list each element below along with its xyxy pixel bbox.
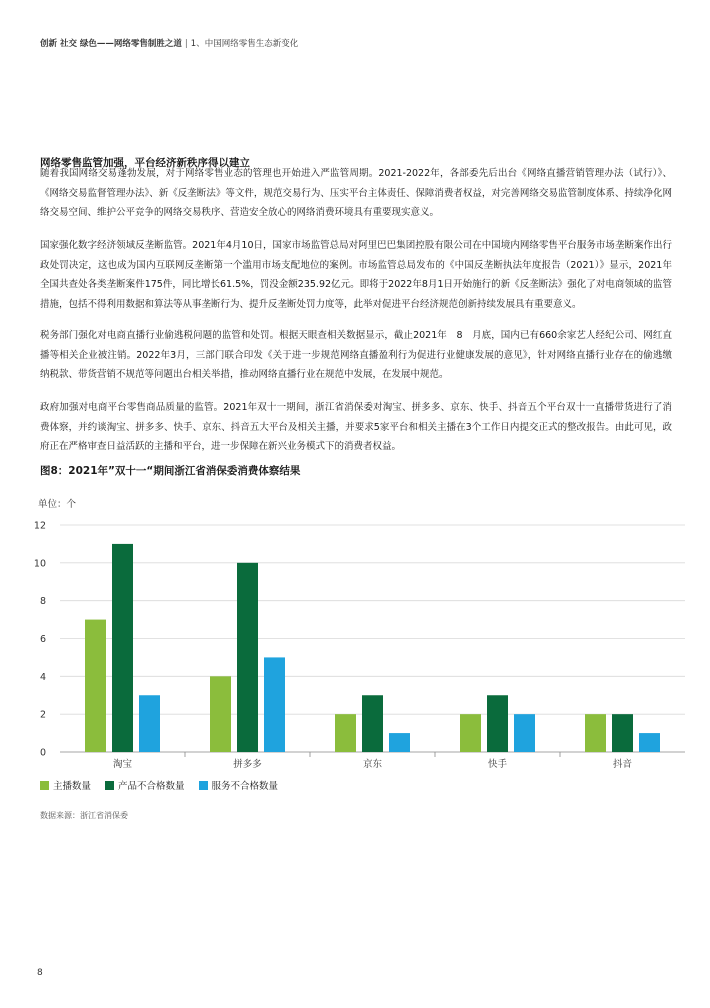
bar [237,563,258,752]
bar [487,695,508,752]
bar [389,733,410,752]
chapter-title: 1、中国网络零售生态新变化 [190,39,299,49]
y-tick-label: 8 [39,596,46,608]
bar [612,714,633,752]
legend-item [40,778,91,792]
bar [85,620,106,752]
figure-title: 图8：2021年”双十一“期间浙江省消保委消费体察结果 [40,465,301,477]
bar [264,657,285,752]
y-tick-label: 10 [33,558,46,570]
x-tick-label: 快手 [487,759,508,770]
legend-item [105,778,185,792]
report-title: 创新 社交 绿色——网络零售制胜之道 [40,39,182,49]
paragraph: 随着我国网络交易蓬勃发展，对于网络零售业态的管理也开始进入严监管周期。2021-2022年，各部委先后出台《网络直播营销管理办法（试行）》、《网络交易监督管理办法》、新《反垄断法》等文件，规范交易行为、压实平台主体责任、保障消费者权益，对完善网络交易监管制度体系、持续净化网络交易空间、维护公平竞争的网络交易秩序、营造安全放心的网络消费环境具有重要现实意义。 [40,168,672,218]
x-tick-label: 京东 [362,759,383,770]
y-tick-label: 12 [33,520,46,532]
bar [335,714,356,752]
bar-chart [20,490,700,780]
bar [639,733,660,752]
legend-swatch [199,781,208,790]
running-header [40,37,298,49]
data-source: 数据来源：浙江省消保委 [40,811,128,820]
bar [112,544,133,752]
header-separator: | [184,39,188,49]
legend-label: 产品不合格数量 [118,781,185,792]
x-tick-label: 淘宝 [112,759,133,770]
legend-item [199,778,279,792]
chart-legend [40,778,278,792]
x-tick-label: 抖音 [612,759,633,770]
bar [210,676,231,752]
unit-label: 单位：个 [38,499,77,510]
bar [460,714,481,752]
bar [514,714,535,752]
legend-swatch [105,781,114,790]
paragraph: 政府加强对电商平台零售商品质量的监管。2021年双十一期间，浙江省消保委对淘宝、拼多多、京东、快手、抖音五个平台双十一直播带货进行了消费体察，并约谈淘宝、拼多多、快手、京东、抖音五大平台及相关主播，并要求5家平台和相关主播在3个工作日内提交正式的整改报告。由此可见，政府正在严格审查日益活跃的主播和平台，进一步保障在新兴业务模式下的消费者权益。 [40,402,672,452]
y-tick-label: 4 [39,671,46,683]
page-number: 8 [37,968,43,978]
legend-label: 主播数量 [53,781,92,792]
bar [362,695,383,752]
y-tick-label: 6 [39,634,46,645]
bar [585,714,606,752]
legend-label: 服务不合格数量 [211,781,279,792]
y-tick-label: 2 [39,709,46,721]
legend-swatch [40,781,49,790]
y-tick-label: 0 [39,747,46,759]
paragraph: 税务部门强化对电商直播行业偷逃税问题的监管和处罚。根据天眼查相关数据显示，截止2021年 8 月底，国内已有660余家艺人经纪公司、网红直播等相关企业被注销。2022年3月，三部门联合印发《关于进一步规范网络直播盈利行为促进行业健康发展的意见》，针对网络直播行业存在的偷逃缴纳税款、带货营销不规范等问题出台相关举措，推动网络直播行业在规范中发展，在发展中规范。 [40,330,672,380]
paragraph: 国家强化数字经济领域反垄断监管。2021年4月10日，国家市场监管总局对阿里巴巴集团控股有限公司在中国境内网络零售平台服务市场垄断案作出行政处罚决定，这也成为国内互联网反垄断第一个滥用市场支配地位的案例。市场监管总局发布的《中国反垄断执法年度报告（2021）》显示，2021年全国共查处各类垄断案件175件，同比增长61.5%，罚没金额235.92亿元。即将于2022年8月1日开始施行的新《反垄断法》强化了对电商领域的监管措施，包括不得利用数据和算法等从事垄断行为、提升反垄断处罚力度等，此举对促进平台经济规范创新持续发展具有重要意义。 [40,240,672,310]
x-tick-label: 拼多多 [233,759,262,770]
bar [139,695,160,752]
section-heading: 网络零售监管加强，平台经济新秩序得以建立 [40,157,250,169]
